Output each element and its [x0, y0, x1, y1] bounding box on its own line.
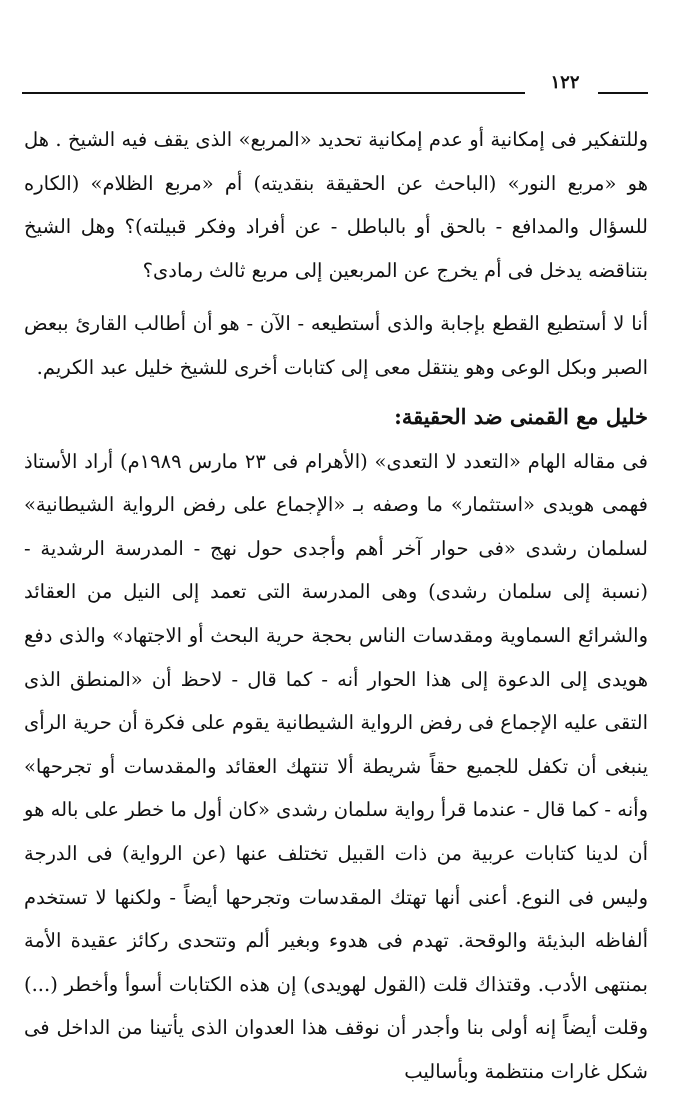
header-rule-long	[22, 92, 525, 94]
paragraph-2: أنا لا أستطيع القطع بإجابة والذى أستطيعه - الآن - هو أن أطالب القارئ ببعض الصبر وبكل الوعى وهو ينتقل معى إلى كتابات أخرى للشيخ خليل عبد الكريم.	[24, 312, 648, 379]
header-rule-short	[598, 92, 648, 94]
page-body	[24, 118, 648, 1093]
section-heading: خليل مع القمنى ضد الحقيقة:	[394, 403, 648, 429]
page-number: ١٢٢	[550, 72, 580, 93]
paragraph-1: وللتفكير فى إمكانية أو عدم إمكانية تحديد «المربع» الذى يقف فيه الشيخ . هل هو «مربع النور» (الباحث عن الحقيقة بنقديته) أم «مربع الظلام» (الكاره للسؤال والمدافع - بالحق أو بالباطل - عن أفراد وفكر قبيلته)؟ وهل الشيخ بتناقضه يدخل فى أم يخرج عن المربعين إلى مربع ثالث رمادى؟	[24, 128, 648, 282]
section-paragraph: فى مقاله الهام «التعدد لا التعدى» (الأهرام فى ٢٣ مارس ١٩٨٩م) أراد الأستاذ فهمى هويدى «استثمار» ما وصفه بـ «الإجماع على رفض الرواية الشيطانية» لسلمان رشدى «فى حوار آخر أهم وأجدى حول نهج - المدرسة الرشدية - (نسبة إلى سلمان رشدى) وهى المدرسة التى تعمد إلى النيل من العقائد والشرائع السماوية ومقدسات الناس بحجة حرية البحث أو الاجتهاد» والذى دفع هويدى إلى الدعوة إلى هذا الحوار أنه - كما قال - لاحظ أن «المنطق الذى التقى عليه الإجماع فى رفض الرواية الشيطانية يقوم على فكرة أن حرية الرأى ينبغى أن تكفل للجميع حقاً شريطة ألا تنتهك العقائد والمقدسات أو تجرحها» وأنه - كما قال - عندما قرأ رواية سلمان رشدى «كان أول ما خطر على باله هو أن لدينا كتابات عربية من ذات القبيل تختلف عنها (عن الرواية) فى الدرجة وليس فى النوع. أعنى أنها تهتك المقدسات وتجرحها أيضاً - ولكنها لا تستخدم ألفاظه البذيئة والوقحة. تهدم فى هدوء وبغير ألم وتتحدى ركائز عقيدة الأمة بمنتهى الأدب. وقتذاك قلت (القول لهويدى) إن هذه الكتابات أسوأ وأخطر (...) وقلت أيضاً إنه أولى بنا وأجدر أن نوقف هذا العدوان الذى يأتينا من الداخل فى شكل غارات منتظمة وبأساليب	[24, 449, 648, 1083]
